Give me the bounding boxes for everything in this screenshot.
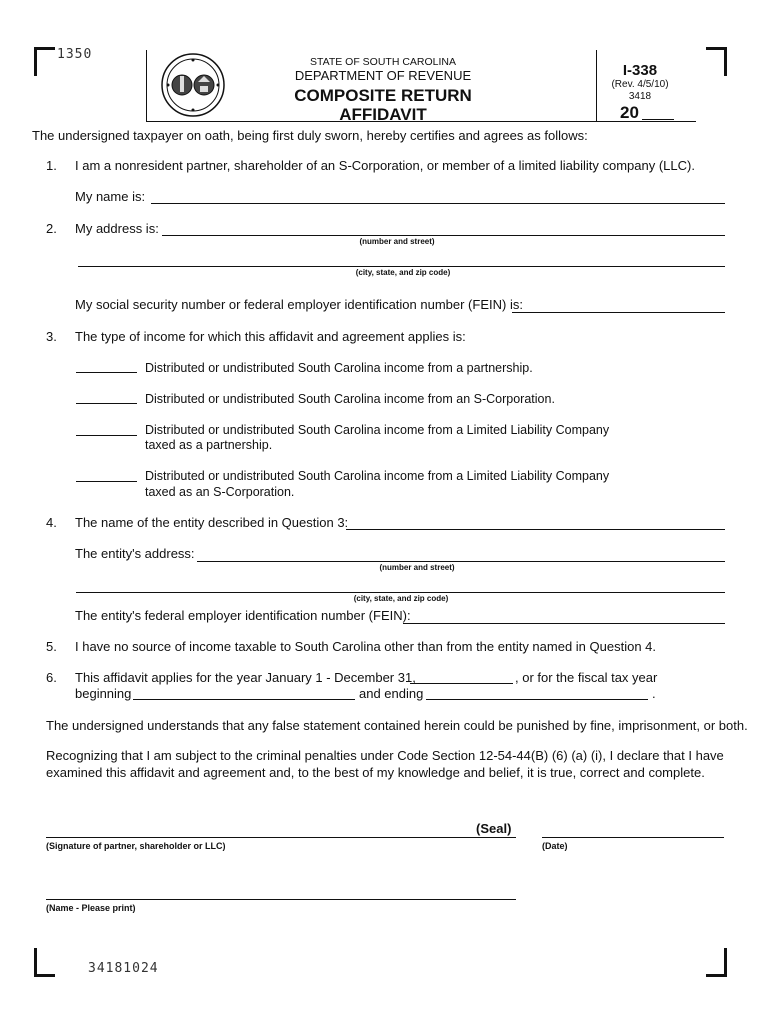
entity-address-label: The entity's address: [75,546,195,561]
printed-name-caption: (Name - Please print) [46,903,136,913]
printed-name-field[interactable] [46,899,516,900]
option3-text-line1: Distributed or undistributed South Carolina income from a Limited Liability Company [145,423,610,437]
entity-name-label: The name of the entity described in Question 3: [75,515,349,530]
option1-checkline[interactable] [76,372,137,373]
state-name: STATE OF SOUTH CAROLINA [309,56,457,68]
form-revision: (Rev. 4/5/10) [611,79,669,90]
name-label: My name is: [75,189,146,204]
false-statement-warning: The undersigned understands that any false statement contained herein could be punished by fine, imprisonment, or both. [46,718,748,733]
signature-caption: (Signature of partner, shareholder or LLC) [46,841,226,851]
bottom-form-code: 34181024 [88,961,159,976]
q5-text: I have no source of income taxable to South Carolina other than from the entity named in Question 4. [75,639,657,654]
address-city-caption: (city, state, and zip code) [355,268,451,277]
corner-mark-top-right [706,47,727,76]
q1-text: I am a nonresident partner, shareholder of an S-Corporation, or member of a limited liability company (LLC). [75,158,695,173]
address-city-field[interactable] [78,266,725,267]
entity-city-caption: (city, state, and zip code) [353,594,449,603]
fiscal-begin-field[interactable] [133,699,355,700]
declaration-line2: examined this affidavit and agreement and, to the best of my knowledge and belief, it is true, correct and complete. [46,765,705,780]
entity-fein-label: The entity's federal employer identification number (FEIN): [75,608,411,623]
option3-text-line2: taxed as a partnership. [145,438,273,452]
q6-ending-label: and ending [359,686,424,701]
header-divider-left [146,50,147,122]
calendar-year-field[interactable] [410,683,513,684]
option4-text-line1: Distributed or undistributed South Carolina income from a Limited Liability Company [145,469,610,483]
fiscal-end-field[interactable] [426,699,648,700]
address-street-caption: (number and street) [359,237,435,246]
form-code: 3418 [628,91,652,102]
tax-year-label: 20 [620,103,639,122]
ssn-field[interactable] [512,312,725,313]
q6-beginning-label: beginning [75,686,132,701]
signature-field[interactable] [46,837,516,838]
date-caption: (Date) [542,841,568,851]
header-divider-right [596,50,597,122]
corner-mark-bottom-left [34,948,55,977]
entity-address-city-field[interactable] [76,592,725,593]
tax-year-field[interactable] [642,119,674,120]
corner-mark-bottom-right [706,948,727,977]
option4-text-line2: taxed as an S-Corporation. [145,485,295,499]
date-field[interactable] [542,837,724,838]
address-street-field[interactable] [162,235,725,236]
top-form-code: 1350 [57,47,93,62]
entity-fein-field[interactable] [403,623,725,624]
name-field[interactable] [151,203,725,204]
q6-line1-text: This affidavit applies for the year January 1 - December 31, [75,670,416,685]
q1-number: 1. [46,158,57,173]
declaration-line1: Recognizing that I am subject to the criminal penalties under Code Section 12-54-44(B) (6) (a) (i), I declare that I have [46,748,724,763]
form-number: I-338 [622,62,658,79]
entity-name-field[interactable] [346,529,725,530]
q6-number: 6. [46,670,57,685]
q6-line1-suffix: , or for the fiscal tax year [515,670,658,685]
ssn-label: My social security number or federal employer identification number (FEIN) is: [75,297,523,312]
q4-number: 4. [46,515,57,530]
q5-number: 5. [46,639,57,654]
form-title-line1: COMPOSITE RETURN [294,86,472,105]
q2-number: 2. [46,221,57,236]
state-seal-icon [160,52,226,118]
declaration-paragraph [46,747,730,781]
department-name: DEPARTMENT OF REVENUE [294,68,472,83]
form-title-line2: AFFIDAVIT [339,105,427,124]
seal-label: (Seal) [476,821,512,836]
option1-text: Distributed or undistributed South Carolina income from a partnership. [145,361,533,375]
intro-text: The undersigned taxpayer on oath, being first duly sworn, hereby certifies and agrees as follows: [32,128,588,143]
entity-street-caption: (number and street) [379,563,455,572]
q3-number: 3. [46,329,57,344]
corner-mark-top-left [34,47,55,76]
q3-text: The type of income for which this affidavit and agreement applies is: [75,329,466,344]
option2-checkline[interactable] [76,403,137,404]
entity-address-street-field[interactable] [197,561,725,562]
q6-period: . [652,686,656,701]
address-label: My address is: [75,221,159,236]
option3-checkline[interactable] [76,435,137,436]
option4-checkline[interactable] [76,481,137,482]
option2-text: Distributed or undistributed South Carolina income from an S-Corporation. [145,392,555,406]
